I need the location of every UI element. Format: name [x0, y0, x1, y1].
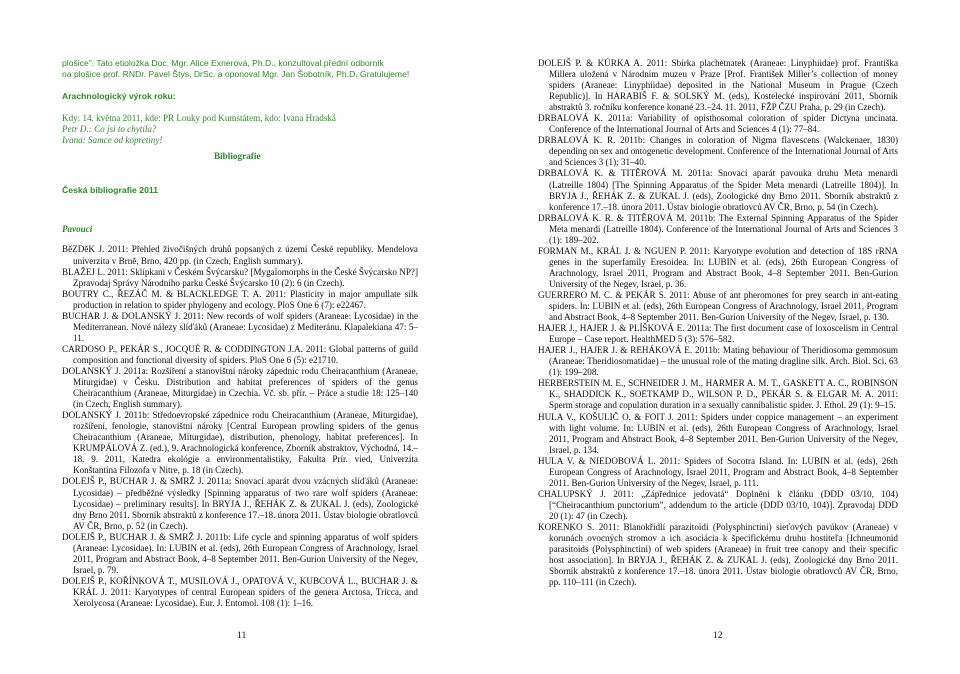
right-reference-list	[538, 58, 898, 588]
reference-entry: DOLEJŠ P., BUCHAR J. & SMRŽ J. 2011b: Life cycle and spinning apparatus of wolf spiders (Araneae: Lycosidae). In: LUBIN et al. (eds), 26th European Congress of Arachnology, Israel 2011, Program and Abstract Book, 4–8 September 2011. Ben-Gurion University of the Negev, Israel, p. 79.	[62, 531, 418, 575]
reference-entry: KORENKO S. 2011: Blanokřídlí parazitoidi (Polysphinctini) sieťových pavúkov (Araneae) v korunách ovocných stromov a ich asociácia k špecifickému druhu hostiteľa [Ichneumonid parasitoids (Polysphinctini) of web spiders (Araneae) in fruit tree canopy and their specific host association]. In BRYJA J., ŘEHÁK Z. & ZUKAL J. (eds), Zoologické dny Brno 2011. Sborník abstraktů z konference 17.–18. února 2011. Ústav biologie obratlovců AV ČR, Brno, pp. 110–111 (in Czech).	[538, 521, 898, 588]
reference-entry: CARDOSO P., PEKÁR S., JOCQUÉ R. & CODDINGTON J.A. 2011: Global patterns of guild composition and functional diversity of spiders. PloS One 6 (5): e21710.	[62, 343, 418, 365]
reference-entry: BOUTRY C., ŘEZÁČ M. & BLACKLEDGE T. A. 2011: Plasticity in major ampullate silk production in relation to spider phylogeny and ecology. PloS One 6 (7): e22467.	[62, 288, 418, 310]
ivana-line: Ivana: Samce od kopretiny!	[62, 135, 163, 146]
reference-entry: BUCHAR J. & DOLANSKÝ J. 2011: New records of wolf spiders (Araneae: Lycosidae) in the Mediterranean. Nové nálezy slíďáků (Araneae: Lycosidae) z Mediteránu. Klapalekiana 47: 5–11.	[62, 310, 418, 343]
reference-entry: HULA V. & NIEDOBOVÁ L. 2011: Spiders of Socotra Island. In: LUBIN et al. (eds), 26th European Congress of Arachnology, Israel 2011, Program and Abstract Book, 4–8 September 2011. Ben-Gurion University of the Negev, Israel, p. 111.	[538, 455, 898, 488]
reference-entry: BěZDěK J. 2011: Přehled živočišných druhů popsaných z území České republiky. Mendelova univerzita v Brně, Brno, 420 pp. (in Czech, English summary).	[62, 244, 418, 266]
left-page-content	[62, 58, 418, 609]
page-number-right: 12	[713, 630, 723, 641]
reference-entry: CHALUPSKÝ J. 2011: „Zápřednice jedovatá“ Doplnění k článku (DDD 03/10, 104) [“Cheiracanthium punctorium”, addendum to the article (DDD 03/10, 104)]. Zpravodaj DDD 20 (1): 47 (in Czech).	[538, 488, 898, 521]
czech-bibliography-heading: Česká bibliografie 2011	[62, 185, 159, 196]
reference-entry: DRBALOVÁ K. R. & TITĚROVÁ M. 2011b: The External Spinning Apparatus of the Spider Meta menardi (Latreille 1804). Conference of the International Journal of Arts and Sciences 3 (1): 189–202.	[538, 212, 898, 245]
section-title: Arachnologický výrok roku:	[62, 90, 176, 101]
page-number-left: 11	[237, 630, 247, 641]
reference-entry: DOLEJŠ P., KOŘÍNKOVÁ T., MUSILOVÁ J., OPATOVÁ V., KUBCOVÁ L., BUCHAR J. & KRÁL J. 2011: Karyotypes of central European spiders of the genera Arctosa, Tricca, and Xerolycosa (Araneae: Lycosidae). Eur. J. Entomol. 108 (1): 1–16.	[62, 575, 418, 608]
left-page	[62, 0, 418, 674]
reference-entry: DRBALOVÁ K. 2011a: Variability of opisthosomal coloration of spider Dictyna uncinata. Conference of the International Journal of Arts and Sciences 4 (1): 77–84.	[538, 113, 898, 135]
reference-entry: DRBALOVÁ K. R. 2011b: Changes in coloration of Nigma flavescens (Walckenaer, 1830) depending on sex and ontogenetic development. Conference of the International Journal of Arts and Sciences 3 (1): 31–40.	[538, 135, 898, 168]
reference-entry: FORMAN M., KRÁL J. & NGUEN P. 2011: Karyotype evolution and detection of 18S rRNA genes in the superfamily Eresoidea. In: LUBIN et al. (eds), 26th European Congress of Arachnology, Israel 2011, Program and Abstract Book, 4–8 September 2011. Ben-Gurion University of the Negev, Israel, p. 36.	[538, 245, 898, 289]
reference-entry: HAJER J., HAJER J. & REHÁKOVÁ E. 2011b: Mating behaviour of Theridiosoma gemmosum (Araneae: Theridiosomatidae) – the unusual role of the mating dragline silk. Arch. Biol. Sci. 63 (1): 199–208.	[538, 345, 898, 378]
petr-line: Petr D.: Co jsi to chytila?	[62, 124, 157, 135]
left-reference-list	[62, 244, 418, 609]
reference-entry: DRBALOVÁ K. & TITĚROVÁ M. 2011a: Snovací aparát pavouka druhu Meta menardi (Latreille 1804) [The Spinning Apparatus of the Spider Meta menardi (Latreille 1804)]. In BRYJA J., ŘEHÁK Z. & ZUKAL J. (eds), Zoologické dny Brno 2011. Sborník abstraktů z konference 17.–18. února 2011. Ústav biologie obratlovců AV ČR, Brno, p. 54 (in Czech).	[538, 168, 898, 212]
right-page	[538, 0, 898, 674]
reference-entry: DOLANSKÝ J. 2011b: Středoevropské zápednice rodu Cheiracanthium (Araneae, Miturgidae), rozšíření, fenologie, stanovištní nároky [Central European prowling spiders of the genus Cheiracanthium (Araneae, Miturgidae), distribution, phenology, habitat preferences]. In KRUMPÁLOVÁ Z. (ed.), 9. Arachnologická konference, Zborník abstraktov, Východná, 14.–18. 9. 2011, Katedra ekológie a environmentalistiky, Fakulta Prír. vied, Univerzita Konštantína Filozofa v Nitre, p. 18 (in Czech).	[62, 410, 418, 476]
right-page-content	[538, 58, 898, 588]
kdy-line: Kdy: 14. května 2011, kde: PR Louky pod Kumstátem, kdo: Ivana Hradská	[62, 112, 336, 123]
reference-entry: HAJER J., HAJER J. & PLÍŠKOVÁ E. 2011a: The first document case of loxoscelism in Central Europe – Case report. HealthMED 5 (3): 576–582.	[538, 323, 898, 345]
reference-entry: DOLEJŠ P., BUCHAR J. & SMRŽ J. 2011a: Snovací aparát dvou vzácných slíďáků (Araneae: Lycosidae) – předběžné výsledky [Spinning apparatus of two rare wolf spiders (Araneae: Lycosidae) – preliminary results]. In BRYJA J., ŘEHÁK Z. & ZUKAL J. (eds), Zoologické dny Brno 2011. Sborník abstraktů z konference 17.–18. února 2011. Ústav biologie obratlovců AV ČR, Brno, p. 52 (in Czech).	[62, 476, 418, 531]
bibliography-heading: Bibliografie	[214, 151, 261, 162]
reference-entry: HULA V., KOŠULIČ O. & FOIT J. 2011: Spiders under coppice management – an experiment with light volume. In: LUBIN et al. (eds), 26th European Congress of Arachnology, Israel 2011, Program and Abstract Book, 4–8 September 2011. Ben-Gurion University of the Negev, Israel, p. 134.	[538, 411, 898, 455]
intro-line-2: na plošice prof. RNDr. Pavel Štys, DrSc. a oponoval Mgr. Jan Šobotník, Ph.D. Gratulujeme!	[62, 68, 410, 79]
reference-entry: DOLANSKÝ J. 2011a: Rozšíření a stanovištní nároky zápednic rodu Cheiracanthium (Araneae, Miturgidae) v Česku. Distribution and habitat preferences of spiders of the genus Cheiracanthium (Araneae, Miturgidae) in Czechia. Vč. sb. přír. – Práce a studie 18: 125–140 (in Czech, English summary).	[62, 365, 418, 410]
reference-entry: HERBERSTEIN M. E., SCHNEIDER J. M., HARMER A. M. T., GASKETT A. C., ROBINSON K., SHADDICK K., SOETKAMP D., WILSON P. D., PEKÁR S. & ELGAR M. A. 2011: Sperm storage and copulation duration in a sexually cannibalistic spider. J. Ethol. 29 (1): 9–15.	[538, 378, 898, 411]
spiders-subheading: Pavouci	[62, 224, 93, 235]
bibliography-band	[62, 151, 418, 244]
reference-entry: BLAŽEJ L. 2011: Sklípkani v Českém Švýcarsku? [Mygalomorphs in the České Švýcarsko NP?] Zpravodaj Správy Národního parku České Švýcarsko 10 (2): 6 (in Czech).	[62, 266, 418, 288]
intro-line-1: plošice". Tato etioložka Doc. Mgr. Alice Exnerová, Ph.D., konzultoval přední odborník	[62, 58, 384, 68]
reference-entry: DOLEJŠ P. & KÚRKA A. 2011: Sbírka plachetnatek (Araneae: Linyphiidae) prof. Františka Millera uložená v Národním muzeu v Praze [Prof. František Miller’s collection of money spiders (Araneae: Linyphiidae) deposited in the National Museum in Prague (Czech Republic)]. In HARABIŠ F. & SOLSKÝ M. (eds), Kostelecké inspirování 2011, Sborník abstraktů 3. ročníku konference konané 23.–24. 11. 2011, FŽP ČZU Praha, p. 29 (in Czech).	[538, 58, 898, 113]
reference-entry: GUERRERO M. C. & PEKÁR S. 2011: Abuse of ant pheromones for prey search in ant-eating spiders. In: LUBIN et al. (eds), 26th European Congress of Arachnology, Israel 2011, Program and Abstract Book, 4–8 September 2011. Ben-Gurion University of the Negev, Israel, p. 130.	[538, 289, 898, 323]
